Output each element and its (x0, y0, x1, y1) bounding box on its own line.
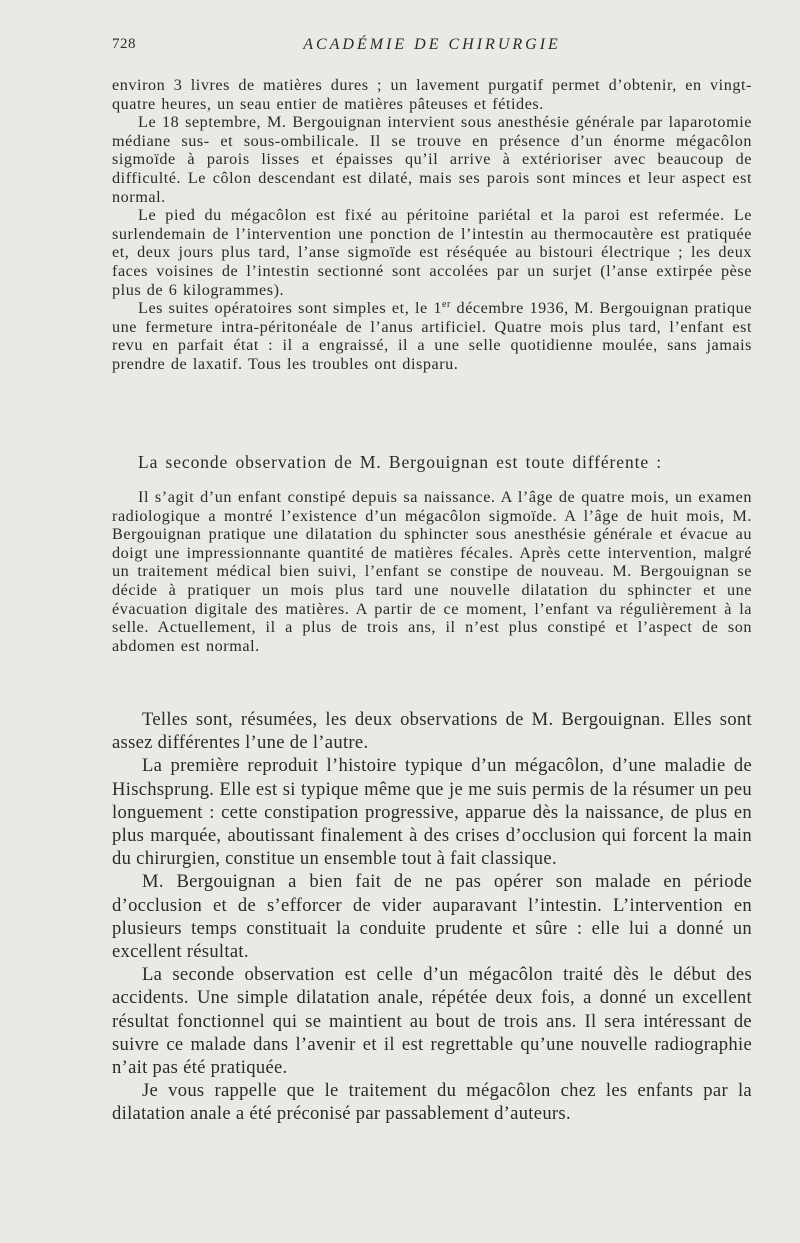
case-one-text (112, 76, 752, 374)
paragraph: environ 3 livres de matières dures ; un lavement purgatif permet d’obtenir, en vingt-quatre heures, un seau entier de matières pâteuses et fétides. (112, 76, 752, 113)
running-head: ACADÉMIE DE CHIRURGIE (303, 36, 561, 53)
paragraph: M. Bergouignan a bien fait de ne pas opérer son malade en période d’occlusion et de s’efforcer de vider auparavant l’intestin. L’intervention en plusieurs temps constituait la conduite prudente et sûre : elle lui a donné un excellent résultat. (112, 871, 752, 963)
text-span: décembre 1936, M. Bergouignan pratique une fermeture intra-péritonéale de l’anus artificiel. Quatre mois plus tard, l’enfant est revu en parfait état : il a engraissé, il a une selle quotidienne moulée, sans jamais prendre de laxatif. Tous les troubles ont disparu. (112, 299, 752, 373)
paragraph (112, 299, 752, 373)
paragraph: Le 18 septembre, M. Bergouignan intervient sous anesthésie générale par laparotomie médiane sus- et sous-ombilicale. Il se trouve en présence d’un énorme mégacôlon sigmoïde à parois lisses et épaisses qu’il arrive à extérioriser avec beaucoup de difficulté. Le côlon descendant est dilaté, mais ses parois sont minces et leur aspect est normal. (112, 113, 752, 206)
page-number: 728 (112, 36, 136, 52)
paragraph: La première reproduit l’histoire typique d’un mégacôlon, d’une maladie de Hischsprung. Elle est si typique même que je me suis permis de la résumer un peu longuement : cette constipation progressive, apparue dès la naissance, de plus en plus marquée, aboutissant finalement à des crises d’occlusion qui forcent la main du chirurgien, constitue un ensemble tout à fait classique. (112, 755, 752, 870)
paragraph: Je vous rappelle que le traitement du mégacôlon chez les enfants par la dilatation anale a été préconisé par passablement d’auteurs. (112, 1080, 752, 1125)
case-two-text (112, 488, 752, 655)
commentary-text (112, 708, 752, 1126)
paragraph: Le pied du mégacôlon est fixé au péritoine pariétal et la paroi est refermée. Le surlendemain de l’intervention une ponction de l’intestin au thermocautère est pratiquée et, deux jours plus tard, l’anse sigmoïde est réséquée au bistouri électrique ; les deux faces voisines de l’intestin sectionné sont accolées par un surjet (l’anse extirpée pèse plus de 6 kilogrammes). (112, 206, 752, 299)
paragraph: Il s’agit d’un enfant constipé depuis sa naissance. A l’âge de quatre mois, un examen radiologique a montré l’existence d’un mégacôlon sigmoïde. A l’âge de huit mois, M. Bergouignan pratique une dilatation du sphincter sous anesthésie générale et évacue au doigt une impressionnante quantité de matières fécales. Après cette intervention, malgré un traitement médical bien suivi, l’enfant se constipe de nouveau. M. Bergouignan se décide à pratiquer un mois plus tard une nouvelle dilatation du sphincter et une évacuation digitale des matières. A partir de ce moment, l’enfant va régulièrement à la selle. Actuellement, il a plus de trois ans, il n’est plus constipé et l’aspect de son abdomen est normal. (112, 488, 752, 655)
paragraph: Telles sont, résumées, les deux observations de M. Bergouignan. Elles sont assez différentes l’une de l’autre. (112, 709, 752, 754)
page-header (112, 36, 752, 60)
section-intro: La seconde observation de M. Bergouignan est toute différente : (138, 452, 663, 472)
paragraph: La seconde observation est celle d’un mégacôlon traité dès le début des accidents. Une simple dilatation anale, répétée deux fois, a donné un excellent résultat fonctionnel qui se maintient au bout de trois ans. Il sera intéressant de suivre ce malade dans l’avenir et il est regrettable qu’une nouvelle radiographie n’ait pas été pratiquée. (112, 964, 752, 1079)
text-span: Les suites opératoires sont simples et, le 1 (138, 299, 443, 318)
superscript: er (442, 299, 451, 311)
